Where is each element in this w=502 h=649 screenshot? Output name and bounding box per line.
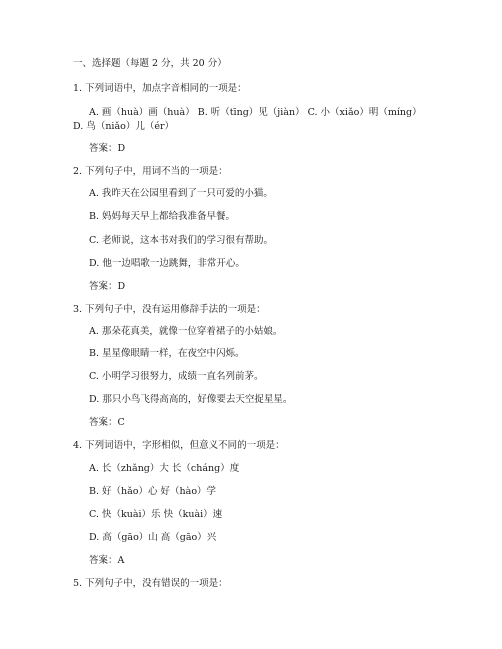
question-4-option-d: D. 高（gāo）山 高（gāo）兴: [89, 532, 217, 543]
question-1-stem: 1. 下列词语中，加点字音相同的一项是：: [73, 83, 247, 94]
question-3-option-a: A. 那朵花真美，就像一位穿着裙子的小姑娘。: [89, 326, 283, 337]
question-3-option-b: B. 星星像眼睛一样，在夜空中闪烁。: [89, 348, 245, 359]
question-2-option-a: A. 我昨天在公园里看到了一只可爱的小猫。: [89, 188, 273, 199]
question-5-stem: 5. 下列句子中，没有错误的一项是：: [73, 578, 228, 589]
question-1-answer: 答案：D: [89, 143, 126, 154]
question-4-answer: 答案：A: [89, 555, 125, 566]
question-2-option-b: B. 妈妈每天早上都给我准备早餐。: [89, 211, 236, 222]
question-4-option-a: A. 长（zhǎng）大 长（cháng）度: [89, 463, 240, 474]
question-4-stem: 4. 下列词语中，字形相似，但意义不同的一项是：: [73, 440, 285, 451]
question-2-option-c: C. 老师说，这本书对我们的学习很有帮助。: [89, 235, 273, 246]
question-3-option-c: C. 小明学习很努力，成绩一直名列前茅。: [89, 371, 264, 382]
question-1-option-line-1: A. 画（huà）画（huà） B. 听（tīng）见（jiàn） C. 小（xiǎo）明（míng）: [89, 107, 422, 118]
question-3-option-d: D. 那只小鸟飞得高高的，好像要去天空捉星星。: [89, 394, 293, 405]
question-3-stem: 3. 下列句子中，没有运用修辞手法的一项是：: [73, 304, 266, 315]
question-2-answer: 答案：D: [89, 281, 126, 292]
question-2-stem: 2. 下列句子中，用词不当的一项是：: [73, 166, 228, 177]
section-title: 一、选择题（每题 2 分，共 20 分）: [73, 58, 227, 69]
question-4-option-b: B. 好（hǎo）心 好（hào）学: [89, 486, 217, 497]
question-3-answer: 答案：C: [89, 417, 125, 428]
question-1-option-line-2: D. 鸟（niǎo）儿（ér）: [73, 121, 175, 132]
question-4-option-c: C. 快（kuài）乐 快（kuài）速: [89, 509, 223, 520]
question-2-option-d: D. 他一边唱歌一边跳舞，非常开心。: [89, 258, 245, 269]
